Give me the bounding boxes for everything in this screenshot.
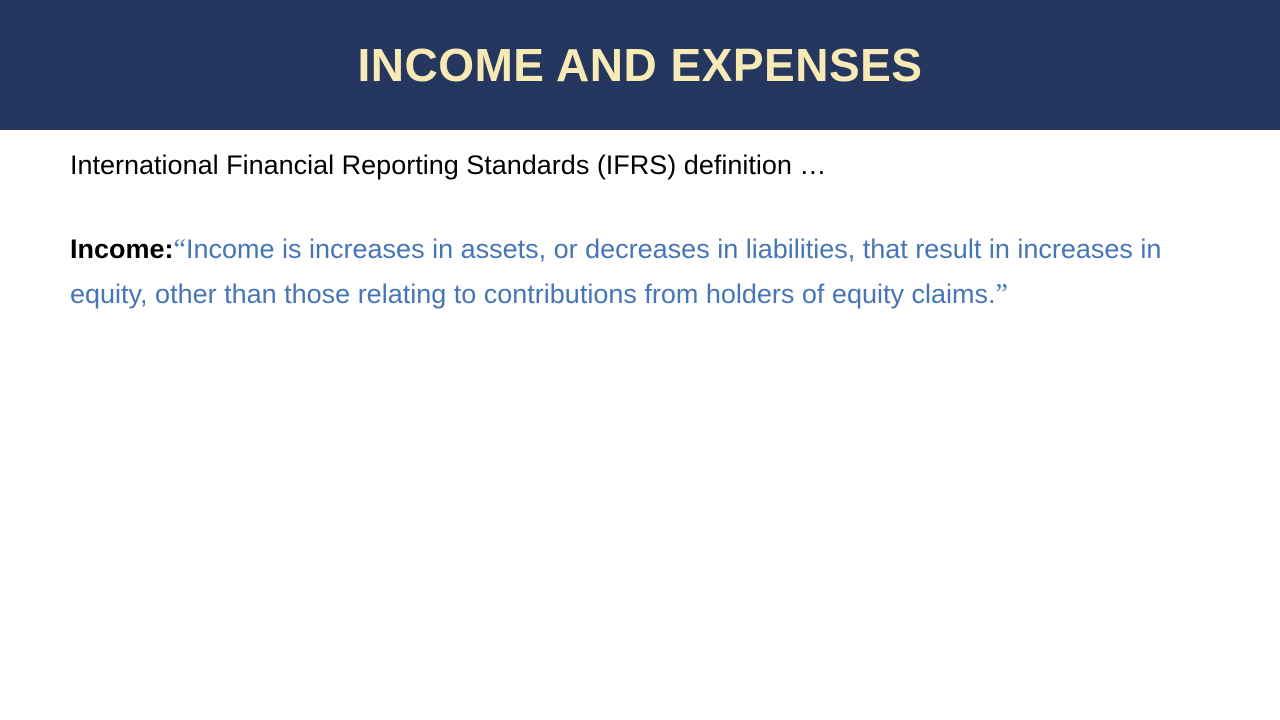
income-definition-label: Income:	[70, 233, 174, 264]
close-quote-mark: ”	[995, 278, 1008, 310]
income-definition-block	[70, 227, 1220, 318]
body-spacer	[70, 183, 1220, 227]
lead-line: International Financial Reporting Standards (IFRS) definition …	[70, 150, 827, 180]
open-quote-mark: “	[173, 233, 186, 265]
slide-title-bar	[0, 0, 1280, 130]
slide-body	[70, 148, 1220, 317]
page-title: INCOME AND EXPENSES	[357, 38, 923, 91]
income-definition-text: Income is increases in assets, or decreases in liabilities, that result in increases in equity, other than those relating to contributions from holders of equity claims.	[70, 233, 1162, 309]
